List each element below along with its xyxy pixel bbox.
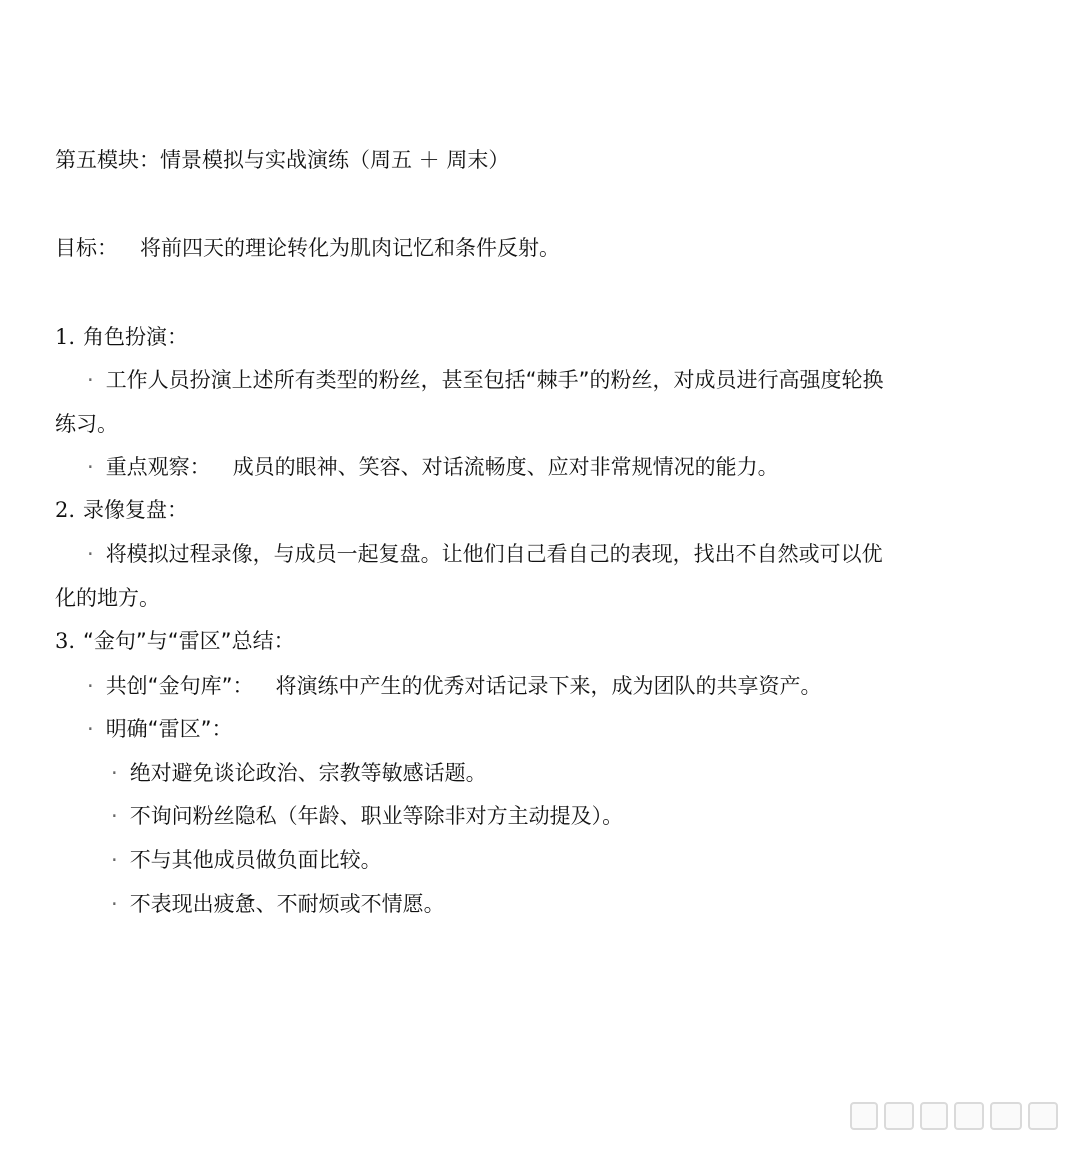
section-3-subitem-2: · 不询问粉丝隐私（年龄、职业等除非对方主动提及）。	[111, 804, 624, 828]
section-2-heading: 2. 录像复盘：	[55, 498, 189, 522]
watermark-glyph	[920, 1102, 948, 1130]
section-3-subitem-4: · 不表现出疲惫、不耐烦或不情愿。	[111, 892, 445, 916]
bullet-dot: ·	[87, 455, 94, 479]
section-number: 3.	[55, 629, 76, 653]
section-3-item-1: · 共创“金句库”： 将演练中产生的优秀对话记录下来，成为团队的共享资产。	[87, 674, 822, 698]
section-3-heading: 3. “金句”与“雷区”总结：	[55, 629, 295, 653]
section-2-item-1-continued: 化的地方。	[55, 586, 160, 610]
section-3-subitem-1: · 绝对避免谈论政治、宗教等敏感话题。	[111, 761, 487, 785]
section-2-item-1: · 将模拟过程录像，与成员一起复盘。让他们自己看自己的表现，找出不自然或可以优	[87, 542, 883, 566]
watermark-glyph	[990, 1102, 1022, 1130]
goal-text: 将前四天的理论转化为肌肉记忆和条件反射。	[140, 236, 560, 260]
watermark-glyph	[884, 1102, 914, 1130]
bullet-dot: ·	[87, 368, 94, 392]
bullet-dot: ·	[111, 892, 118, 916]
section-1-item-2: · 重点观察： 成员的眼神、笑容、对话流畅度、应对非常规情况的能力。	[87, 455, 779, 479]
bullet-dot: ·	[87, 674, 94, 698]
watermark-logo	[850, 1099, 1060, 1133]
watermark-glyph	[850, 1102, 878, 1130]
goal-line	[55, 238, 560, 259]
watermark-glyph	[954, 1102, 984, 1130]
section-1-heading: 1. 角色扮演：	[55, 325, 189, 349]
bullet-dot: ·	[87, 542, 94, 566]
module-title: 第五模块：情景模拟与实战演练（周五 ＋ 周末）	[55, 148, 510, 172]
section-3-item-2: · 明确“雷区”：	[87, 717, 233, 741]
bullet-dot: ·	[87, 717, 94, 741]
section-1-item-1: · 工作人员扮演上述所有类型的粉丝，甚至包括“棘手”的粉丝，对成员进行高强度轮换	[87, 368, 884, 392]
section-1-item-1-continued: 练习。	[55, 412, 118, 436]
goal-label: 目标：	[55, 236, 118, 260]
section-3-subitem-3: · 不与其他成员做负面比较。	[111, 848, 382, 872]
bullet-dot: ·	[111, 804, 118, 828]
section-number: 2.	[55, 498, 76, 522]
bullet-dot: ·	[111, 848, 118, 872]
section-number: 1.	[55, 325, 76, 349]
bullet-dot: ·	[111, 761, 118, 785]
watermark-glyph	[1028, 1102, 1058, 1130]
